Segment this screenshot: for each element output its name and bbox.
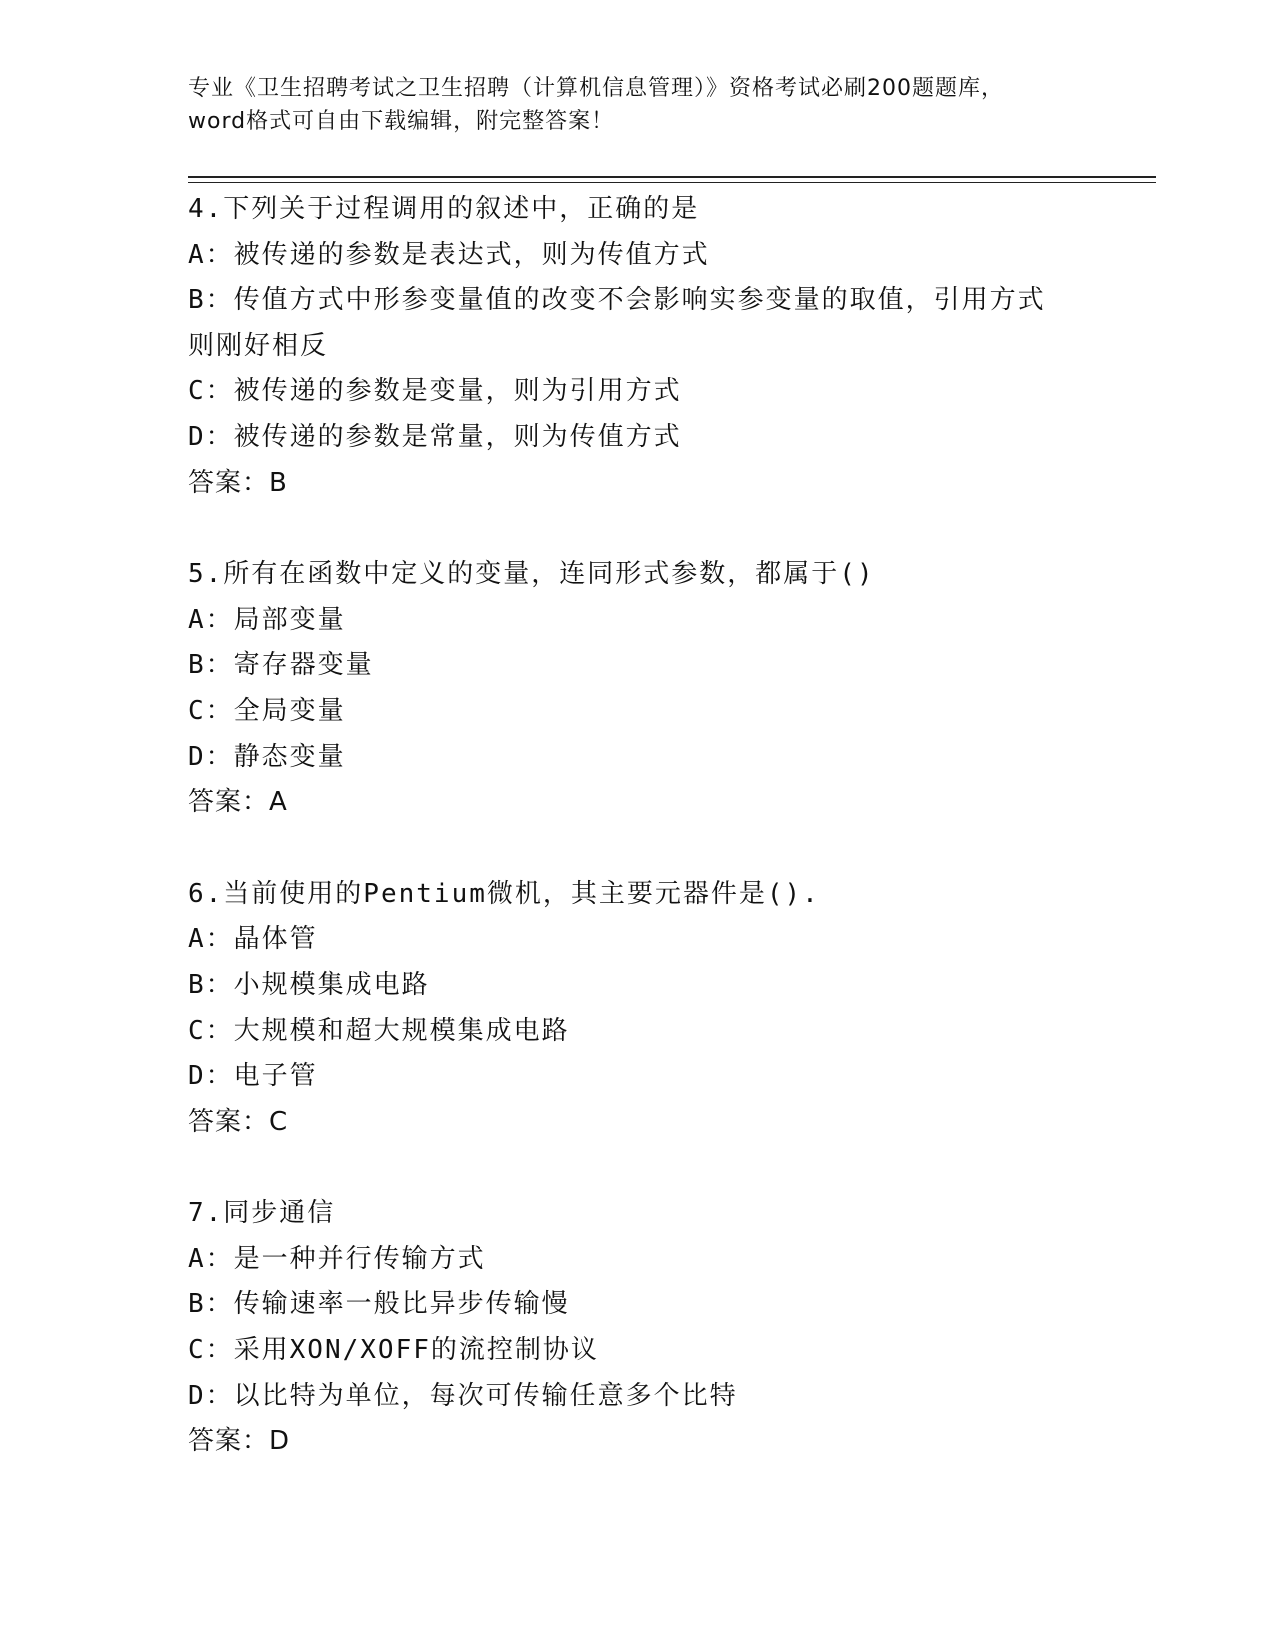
option-b: B：小规模集成电路 [188,969,430,1000]
question-list [188,187,1148,1511]
question-5 [188,552,1148,826]
question-stem: 4.下列关于过程调用的叙述中，正确的是 [188,194,700,224]
option-d: D：被传递的参数是常量，则为传值方式 [188,421,682,452]
option-c: C：全局变量 [188,695,346,726]
question-4 [188,187,1148,506]
answer-label: 答案：B [188,467,288,498]
question-stem: 5.所有在函数中定义的变量，连同形式参数，都属于() [188,559,875,590]
option-b-continued: 则刚好相反 [188,330,329,361]
option-d: D：以比特为单位，每次可传输任意多个比特 [188,1380,738,1411]
option-b: B：寄存器变量 [188,650,374,681]
option-b: B：传输速率一般比异步传输慢 [188,1289,570,1320]
answer-label: 答案：C [188,1106,289,1137]
question-stem: 7.同步通信 [188,1198,336,1229]
option-d: D：电子管 [188,1061,318,1092]
option-a: A：被传递的参数是表达式，则为传值方式 [188,239,710,270]
header-line-1: 专业《卫生招聘考试之卫生招聘（计算机信息管理）》资格考试必刷200题题库， [188,76,1004,101]
option-c: C：被传递的参数是变量，则为引用方式 [188,376,682,407]
question-6 [188,872,1148,1146]
question-stem: 6.当前使用的Pentium微机，其主要元器件是(). [188,878,820,909]
header-line-2: word格式可自由下载编辑，附完整答案！ [188,109,615,134]
document-header [188,72,1088,138]
header-divider-bottom [188,182,1156,183]
option-d: D：静态变量 [188,741,346,772]
question-7 [188,1191,1148,1465]
option-c: C：采用XON/XOFF的流控制协议 [188,1335,599,1366]
option-a: A：是一种并行传输方式 [188,1243,486,1274]
answer-label: 答案：D [188,1426,291,1457]
header-divider-top [188,176,1156,178]
option-a: A：晶体管 [188,924,318,955]
option-a: A：局部变量 [188,604,346,635]
option-c: C：大规模和超大规模集成电路 [188,1015,570,1046]
option-b: B：传值方式中形参变量值的改变不会影响实参变量的取值，引用方式 [188,285,1046,316]
answer-label: 答案：A [188,787,288,818]
